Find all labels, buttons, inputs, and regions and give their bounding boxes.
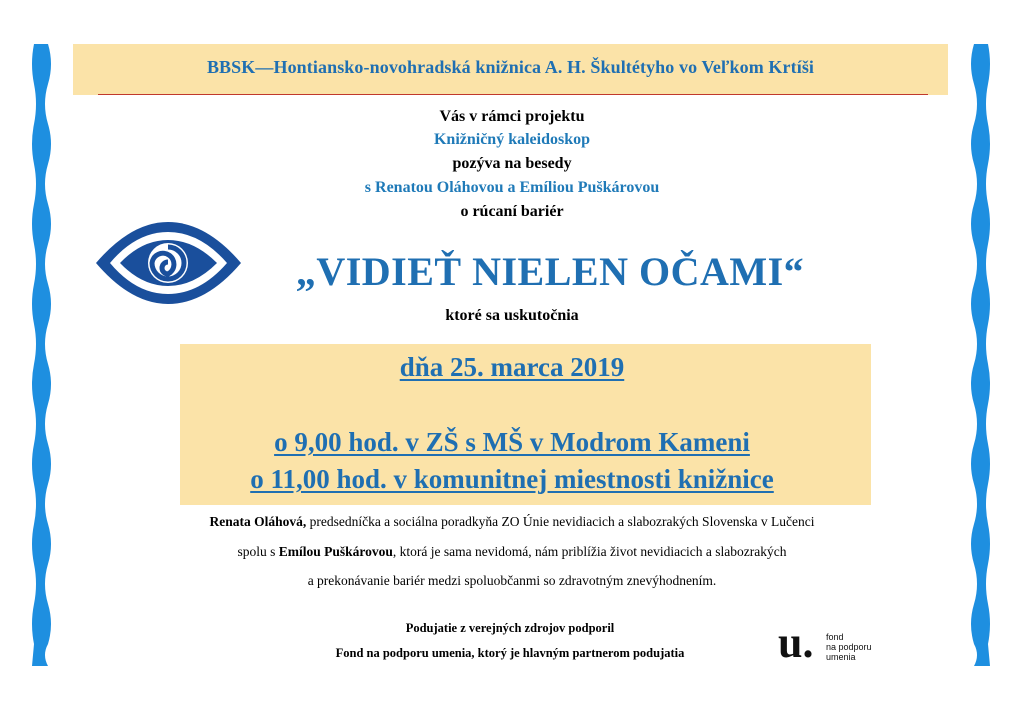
topic-line: o rúcaní bariér: [460, 203, 564, 220]
event-time-2: o 11,00 hod. v komunitnej miestnosti knižnice: [250, 464, 774, 494]
event-date: dňa 25. marca 2019: [399, 352, 625, 382]
event-title: „VIDIEŤ NIELEN OČAMI“: [295, 249, 805, 294]
intro-line-1: Vás v rámci projektu: [439, 108, 585, 125]
library-name: BBSK—Hontiansko-novohradská knižnica A. H. Škultétyho vo Veľkom Krtíši: [206, 57, 815, 77]
speaker-role-1: predsedníčka a sociálna poradkyňa ZO Únie nevidiacich a slabozrakých Slovenska v Lučenci: [306, 514, 815, 529]
fund-logo-text: [826, 632, 906, 662]
subtitle: ktoré sa uskutočnia: [445, 307, 579, 324]
description-prefix: spolu s: [237, 544, 279, 559]
eye-spiral-logo-icon: [96, 222, 241, 304]
event-time-1: o 9,00 hod. v ZŠ s MŠ v Modrom Kameni: [274, 427, 750, 457]
project-name: Knižničný kaleidoskop: [433, 131, 591, 148]
fund-logo-text-1: fond: [826, 632, 844, 642]
fund-logo-text-2: na podporu: [826, 642, 872, 652]
sponsor-line-1: Podujatie z verejných zdrojov podporil: [405, 621, 615, 635]
description-line-3: a prekonávanie bariér medzi spoluobčanmi so zdravotným znevýhodnením.: [307, 573, 717, 588]
speaker-name-2: Emílou Puškárovou: [278, 544, 393, 559]
speaker-name-1: Renata Oláhová,: [209, 514, 307, 529]
fund-logo-mark: u.: [778, 618, 814, 667]
sponsor-line-2: Fond na podporu umenia, ktorý je hlavným partnerom podujatia: [335, 646, 685, 660]
description-line-2: [0, 544, 1024, 560]
description-line-1: [0, 514, 1024, 530]
intro-line-3: pozýva na besedy: [452, 155, 572, 172]
guest-names: s Renatou Oláhovou a Emíliou Puškárovou: [364, 179, 660, 196]
fund-logo-text-3: umenia: [826, 652, 856, 662]
header-divider: [98, 94, 928, 95]
speaker-role-2: , ktorá je sama nevidomá, nám priblížia život nevidiacich a slabozrakých: [392, 544, 787, 559]
